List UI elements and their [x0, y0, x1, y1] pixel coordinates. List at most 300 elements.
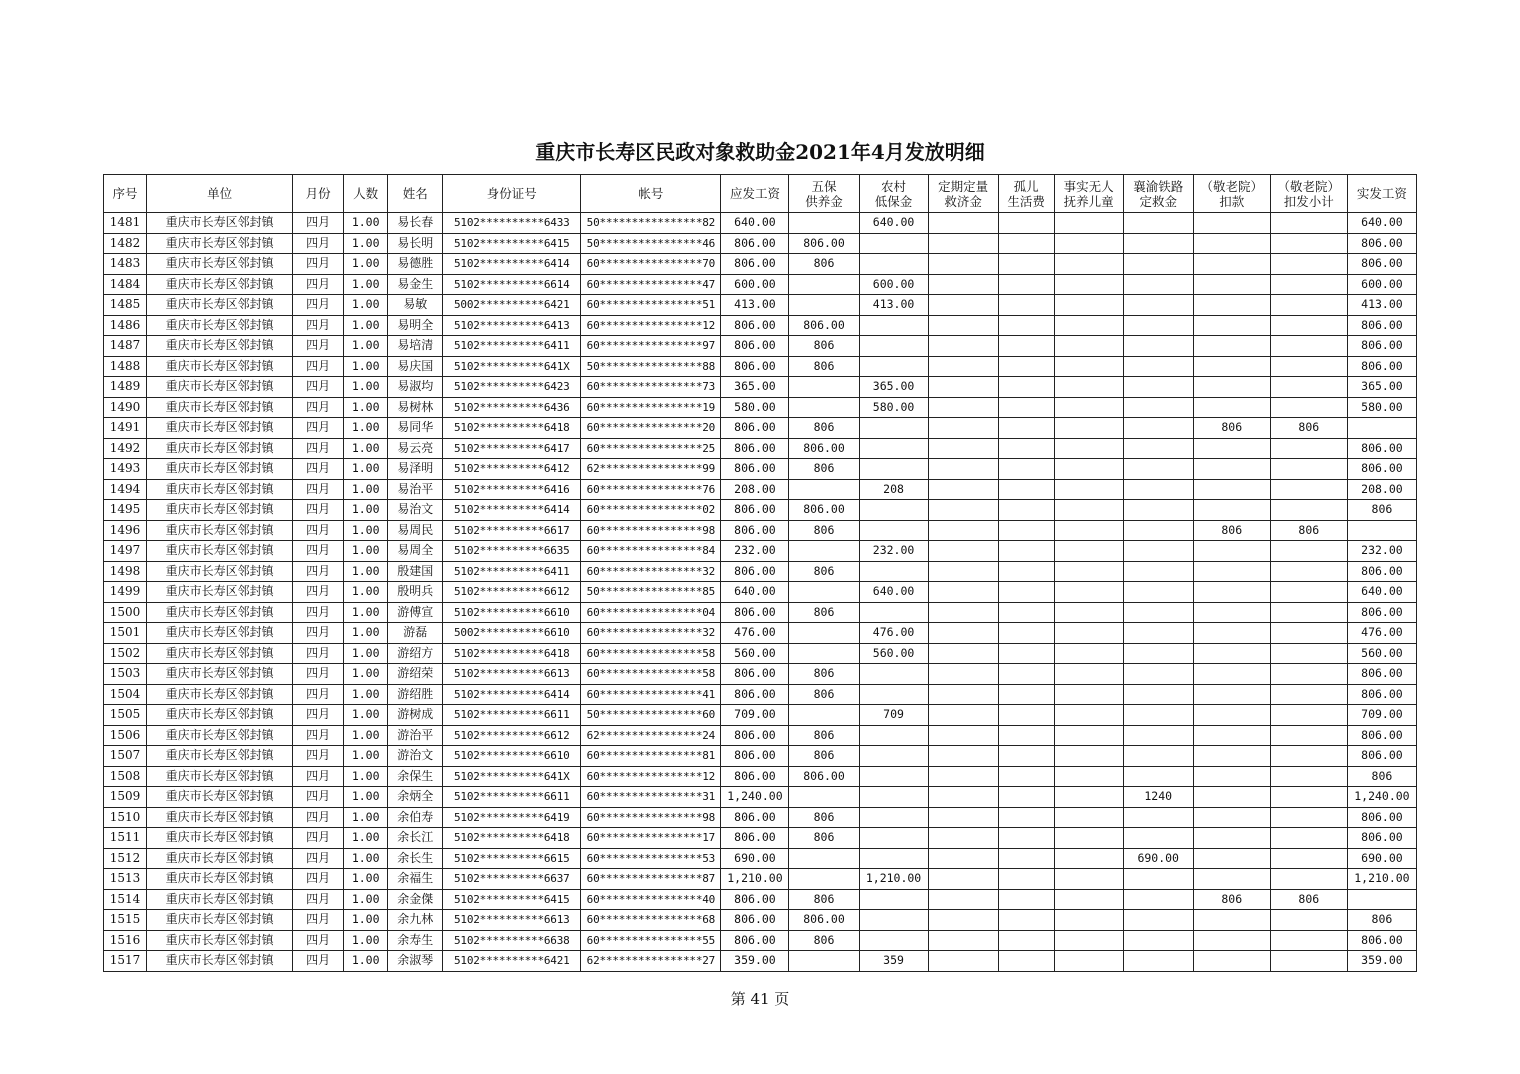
table-cell: 四月 [293, 787, 344, 808]
table-cell: 四月 [293, 541, 344, 562]
table-cell: 232.00 [721, 541, 789, 562]
table-cell [1123, 520, 1193, 541]
table-cell: 806.00 [721, 807, 789, 828]
table-cell: 1.00 [344, 459, 388, 480]
table-cell [998, 787, 1054, 808]
table-cell: 余九林 [388, 910, 443, 931]
table-cell: 640.00 [859, 213, 928, 234]
table-cell [1123, 582, 1193, 603]
table-cell [1270, 828, 1347, 849]
table-cell [1123, 561, 1193, 582]
table-cell: 5102**********6421 [443, 951, 581, 972]
table-cell: 重庆市长寿区邻封镇 [147, 377, 293, 398]
table-cell [1054, 520, 1123, 541]
table-cell: 1501 [104, 623, 147, 644]
table-cell: 游傅宣 [388, 602, 443, 623]
table-cell: 四月 [293, 766, 344, 787]
table-row [104, 807, 1417, 828]
table-cell [1193, 479, 1270, 500]
table-cell: 重庆市长寿区邻封镇 [147, 889, 293, 910]
table-cell: 5102**********6433 [443, 213, 581, 234]
table-cell [998, 705, 1054, 726]
table-cell: 806 [789, 684, 859, 705]
table-cell: 1504 [104, 684, 147, 705]
table-cell: 806.00 [721, 684, 789, 705]
table-cell: 四月 [293, 910, 344, 931]
table-cell: 208.00 [1347, 479, 1416, 500]
table-cell: 重庆市长寿区邻封镇 [147, 541, 293, 562]
table-cell: 5102**********6613 [443, 910, 581, 931]
table-cell [1123, 951, 1193, 972]
table-cell [928, 500, 998, 521]
table-cell: 806 [1347, 766, 1416, 787]
table-cell [998, 295, 1054, 316]
table-cell: 1.00 [344, 664, 388, 685]
table-cell [998, 746, 1054, 767]
table-cell: 806.00 [1347, 254, 1416, 275]
table-cell [1270, 561, 1347, 582]
table-cell: 余长江 [388, 828, 443, 849]
table-cell: 1499 [104, 582, 147, 603]
table-cell: 60****************98 [581, 520, 721, 541]
table-cell [928, 889, 998, 910]
table-cell: 806.00 [721, 910, 789, 931]
table-cell: 5102**********6638 [443, 930, 581, 951]
column-header: 定期定量 救济金 [928, 175, 998, 213]
table-cell [928, 705, 998, 726]
table-cell [998, 479, 1054, 500]
table-cell: 重庆市长寿区邻封镇 [147, 725, 293, 746]
table-cell: 50****************46 [581, 233, 721, 254]
table-cell [1347, 520, 1416, 541]
table-cell: 5102**********6436 [443, 397, 581, 418]
table-cell [1054, 848, 1123, 869]
table-cell: 1.00 [344, 828, 388, 849]
table-cell [1054, 807, 1123, 828]
table-cell [1270, 951, 1347, 972]
table-cell: 四月 [293, 746, 344, 767]
column-header: 事实无人 抚养儿童 [1054, 175, 1123, 213]
table-cell [1054, 643, 1123, 664]
table-cell: 806.00 [721, 828, 789, 849]
table-cell [859, 520, 928, 541]
table-cell: 重庆市长寿区邻封镇 [147, 295, 293, 316]
table-cell [1054, 356, 1123, 377]
table-cell: 余金傑 [388, 889, 443, 910]
table-row [104, 684, 1417, 705]
table-cell [998, 233, 1054, 254]
table-cell: 游治平 [388, 725, 443, 746]
table-cell: 5102**********6413 [443, 315, 581, 336]
table-cell: 806.00 [1347, 602, 1416, 623]
table-cell: 1.00 [344, 397, 388, 418]
table-cell: 四月 [293, 397, 344, 418]
table-cell: 806 [1347, 910, 1416, 931]
table-cell: 游绍方 [388, 643, 443, 664]
table-header-row [104, 175, 1417, 213]
table-cell [1123, 295, 1193, 316]
table-cell [859, 438, 928, 459]
table-cell: 1489 [104, 377, 147, 398]
table-cell [1193, 725, 1270, 746]
table-cell: 易庆国 [388, 356, 443, 377]
table-cell [1123, 336, 1193, 357]
table-cell: 365.00 [1347, 377, 1416, 398]
table-cell: 余淑琴 [388, 951, 443, 972]
table-cell: 600.00 [721, 274, 789, 295]
table-cell [1270, 377, 1347, 398]
table-cell [928, 643, 998, 664]
table-cell: 806.00 [721, 315, 789, 336]
table-cell [1270, 725, 1347, 746]
table-cell [1347, 418, 1416, 439]
table-cell: 60****************12 [581, 315, 721, 336]
table-cell: 1513 [104, 869, 147, 890]
table-cell: 四月 [293, 684, 344, 705]
table-cell: 1506 [104, 725, 147, 746]
table-cell: 806.00 [721, 725, 789, 746]
table-cell: 1495 [104, 500, 147, 521]
table-cell: 60****************98 [581, 807, 721, 828]
table-cell: 重庆市长寿区邻封镇 [147, 869, 293, 890]
table-cell: 1487 [104, 336, 147, 357]
column-header: 五保 供养金 [789, 175, 859, 213]
table-cell: 806 [789, 561, 859, 582]
table-cell: 806.00 [721, 520, 789, 541]
table-cell: 四月 [293, 705, 344, 726]
table-cell [1123, 746, 1193, 767]
table-cell [1054, 254, 1123, 275]
table-cell: 1.00 [344, 623, 388, 644]
table-cell [1123, 254, 1193, 275]
table-cell: 四月 [293, 602, 344, 623]
table-cell [1054, 889, 1123, 910]
table-cell [1054, 582, 1123, 603]
table-cell: 1.00 [344, 725, 388, 746]
table-cell [1270, 397, 1347, 418]
table-cell [789, 643, 859, 664]
table-cell: 806.00 [721, 746, 789, 767]
table-cell [928, 582, 998, 603]
table-cell: 1.00 [344, 213, 388, 234]
table-cell: 四月 [293, 315, 344, 336]
table-cell: 5102**********6611 [443, 787, 581, 808]
table-cell [1054, 233, 1123, 254]
table-cell [998, 213, 1054, 234]
table-cell [928, 787, 998, 808]
table-cell [1123, 725, 1193, 746]
table-cell [998, 643, 1054, 664]
table-row [104, 213, 1417, 234]
table-cell [789, 479, 859, 500]
table-cell [1193, 684, 1270, 705]
page-title: 重庆市长寿区民政对象救助金2021年4月发放明细 [535, 140, 985, 164]
table-cell: 359.00 [1347, 951, 1416, 972]
table-cell: 806.00 [721, 254, 789, 275]
table-cell [859, 561, 928, 582]
table-cell: 四月 [293, 725, 344, 746]
table-cell [1270, 623, 1347, 644]
table-cell [1193, 807, 1270, 828]
table-cell: 1.00 [344, 766, 388, 787]
table-row [104, 889, 1417, 910]
table-cell [1193, 295, 1270, 316]
table-cell [1123, 828, 1193, 849]
table-cell: 5102**********6610 [443, 746, 581, 767]
table-cell: 806.00 [1347, 356, 1416, 377]
table-cell: 60****************41 [581, 684, 721, 705]
table-cell [789, 951, 859, 972]
table-cell [998, 766, 1054, 787]
table-cell: 易周全 [388, 541, 443, 562]
table-cell: 359 [859, 951, 928, 972]
table-cell [998, 356, 1054, 377]
table-cell [1193, 746, 1270, 767]
table-cell [1270, 336, 1347, 357]
table-cell: 重庆市长寿区邻封镇 [147, 602, 293, 623]
table-cell: 1,240.00 [1347, 787, 1416, 808]
table-cell: 5102**********6611 [443, 705, 581, 726]
table-cell: 1512 [104, 848, 147, 869]
table-cell: 重庆市长寿区邻封镇 [147, 766, 293, 787]
table-cell: 易周民 [388, 520, 443, 541]
table-cell: 1491 [104, 418, 147, 439]
table-cell: 重庆市长寿区邻封镇 [147, 459, 293, 480]
table-cell: 806 [1270, 889, 1347, 910]
table-cell [998, 889, 1054, 910]
table-cell [1054, 705, 1123, 726]
table-row [104, 930, 1417, 951]
table-cell: 60****************68 [581, 910, 721, 931]
table-cell [1193, 930, 1270, 951]
table-cell [859, 910, 928, 931]
table-cell: 重庆市长寿区邻封镇 [147, 438, 293, 459]
table-cell: 重庆市长寿区邻封镇 [147, 623, 293, 644]
table-cell: 640.00 [1347, 582, 1416, 603]
table-cell [998, 848, 1054, 869]
table-cell [1123, 930, 1193, 951]
table-cell [1193, 274, 1270, 295]
table-row [104, 438, 1417, 459]
table-cell: 1.00 [344, 520, 388, 541]
table-cell: 1240 [1123, 787, 1193, 808]
table-cell: 365.00 [859, 377, 928, 398]
table-cell [1193, 910, 1270, 931]
table-cell: 5102**********6417 [443, 438, 581, 459]
table-cell: 1.00 [344, 295, 388, 316]
table-cell: 重庆市长寿区邻封镇 [147, 315, 293, 336]
table-cell: 四月 [293, 869, 344, 890]
table-cell: 806.00 [789, 766, 859, 787]
column-header: 实发工资 [1347, 175, 1416, 213]
table-cell [1054, 664, 1123, 685]
table-cell [859, 848, 928, 869]
table-cell: 560.00 [859, 643, 928, 664]
table-cell [1054, 315, 1123, 336]
table-cell: 5002**********6421 [443, 295, 581, 316]
table-cell [789, 848, 859, 869]
table-row [104, 254, 1417, 275]
column-header: 单位 [147, 175, 293, 213]
table-cell [1193, 438, 1270, 459]
table-cell: 806.00 [1347, 438, 1416, 459]
table-cell: 806.00 [789, 233, 859, 254]
table-cell [998, 602, 1054, 623]
table-cell: 重庆市长寿区邻封镇 [147, 561, 293, 582]
table-cell [1347, 889, 1416, 910]
table-cell: 709.00 [721, 705, 789, 726]
table-cell [928, 336, 998, 357]
table-cell: 1.00 [344, 951, 388, 972]
table-cell [998, 315, 1054, 336]
table-cell: 游绍荣 [388, 664, 443, 685]
table-cell: 5102**********6615 [443, 848, 581, 869]
table-cell [1193, 254, 1270, 275]
table-cell: 1510 [104, 807, 147, 828]
table-cell [1270, 356, 1347, 377]
column-header: 姓名 [388, 175, 443, 213]
table-cell [1123, 315, 1193, 336]
table-cell [928, 254, 998, 275]
table-cell [1270, 541, 1347, 562]
table-cell: 1.00 [344, 336, 388, 357]
table-cell [928, 869, 998, 890]
table-cell: 806 [789, 459, 859, 480]
table-cell: 690.00 [1347, 848, 1416, 869]
table-cell: 806.00 [1347, 315, 1416, 336]
table-cell [998, 684, 1054, 705]
table-cell: 1.00 [344, 705, 388, 726]
table-cell [1054, 500, 1123, 521]
table-cell [1054, 336, 1123, 357]
table-cell: 重庆市长寿区邻封镇 [147, 705, 293, 726]
column-header: 帐号 [581, 175, 721, 213]
table-cell: 806.00 [1347, 930, 1416, 951]
table-cell: 5102**********6415 [443, 889, 581, 910]
table-cell [928, 213, 998, 234]
table-cell [998, 500, 1054, 521]
table-cell [1054, 869, 1123, 890]
table-cell: 重庆市长寿区邻封镇 [147, 930, 293, 951]
table-cell: 806 [1270, 520, 1347, 541]
table-cell [1270, 438, 1347, 459]
column-header: 身份证号 [443, 175, 581, 213]
table-cell: 60****************04 [581, 602, 721, 623]
table-row [104, 274, 1417, 295]
table-cell [1270, 684, 1347, 705]
table-cell: 50****************60 [581, 705, 721, 726]
table-cell [998, 807, 1054, 828]
table-cell: 806 [1347, 500, 1416, 521]
table-cell: 四月 [293, 459, 344, 480]
table-cell: 1483 [104, 254, 147, 275]
table-cell: 413.00 [859, 295, 928, 316]
table-cell [1270, 766, 1347, 787]
table-cell: 易治文 [388, 500, 443, 521]
table-cell: 殷建国 [388, 561, 443, 582]
table-cell: 5102**********6418 [443, 643, 581, 664]
table-cell: 806.00 [721, 356, 789, 377]
table-cell: 806.00 [1347, 336, 1416, 357]
column-header: 应发工资 [721, 175, 789, 213]
table-cell: 重庆市长寿区邻封镇 [147, 520, 293, 541]
table-cell [859, 746, 928, 767]
table-cell: 806.00 [1347, 459, 1416, 480]
table-cell [1193, 500, 1270, 521]
table-cell: 四月 [293, 643, 344, 664]
table-cell [789, 397, 859, 418]
table-cell: 60****************55 [581, 930, 721, 951]
table-cell: 806 [1270, 418, 1347, 439]
table-cell [1123, 766, 1193, 787]
table-cell: 560.00 [721, 643, 789, 664]
table-cell: 1.00 [344, 930, 388, 951]
table-cell: 60****************76 [581, 479, 721, 500]
table-cell: 5002**********6610 [443, 623, 581, 644]
table-cell [1193, 664, 1270, 685]
table-cell [1123, 459, 1193, 480]
table-cell: 重庆市长寿区邻封镇 [147, 233, 293, 254]
table-cell [1270, 274, 1347, 295]
table-cell: 1.00 [344, 418, 388, 439]
table-cell: 60****************20 [581, 418, 721, 439]
table-cell [1193, 561, 1270, 582]
table-cell [1270, 664, 1347, 685]
table-cell: 1.00 [344, 315, 388, 336]
table-cell: 1511 [104, 828, 147, 849]
column-header: 襄渝铁路 定救金 [1123, 175, 1193, 213]
table-row [104, 705, 1417, 726]
table-cell [928, 438, 998, 459]
table-cell: 60****************47 [581, 274, 721, 295]
table-cell [928, 295, 998, 316]
table-cell: 806 [789, 356, 859, 377]
table-cell: 60****************12 [581, 766, 721, 787]
table-cell [1123, 377, 1193, 398]
table-cell [1054, 213, 1123, 234]
table-cell [1270, 643, 1347, 664]
table-cell: 重庆市长寿区邻封镇 [147, 848, 293, 869]
table-cell [1123, 889, 1193, 910]
table-cell: 806.00 [721, 889, 789, 910]
table-cell [789, 787, 859, 808]
table-cell [1193, 766, 1270, 787]
table-cell: 游绍胜 [388, 684, 443, 705]
table-cell: 806.00 [1347, 746, 1416, 767]
table-cell: 1493 [104, 459, 147, 480]
table-cell [1123, 274, 1193, 295]
table-cell [859, 807, 928, 828]
table-cell: 1.00 [344, 643, 388, 664]
table-cell: 易树林 [388, 397, 443, 418]
table-cell [859, 787, 928, 808]
table-cell [859, 684, 928, 705]
table-cell: 四月 [293, 807, 344, 828]
table-cell [1193, 397, 1270, 418]
table-cell: 易德胜 [388, 254, 443, 275]
table-cell: 60****************97 [581, 336, 721, 357]
table-cell: 1.00 [344, 602, 388, 623]
table-cell: 重庆市长寿区邻封镇 [147, 746, 293, 767]
table-row [104, 520, 1417, 541]
column-header: 人数 [344, 175, 388, 213]
table-cell [789, 541, 859, 562]
table-cell [1270, 213, 1347, 234]
table-row [104, 377, 1417, 398]
table-cell: 1503 [104, 664, 147, 685]
table-cell [928, 377, 998, 398]
table-cell [1123, 500, 1193, 521]
